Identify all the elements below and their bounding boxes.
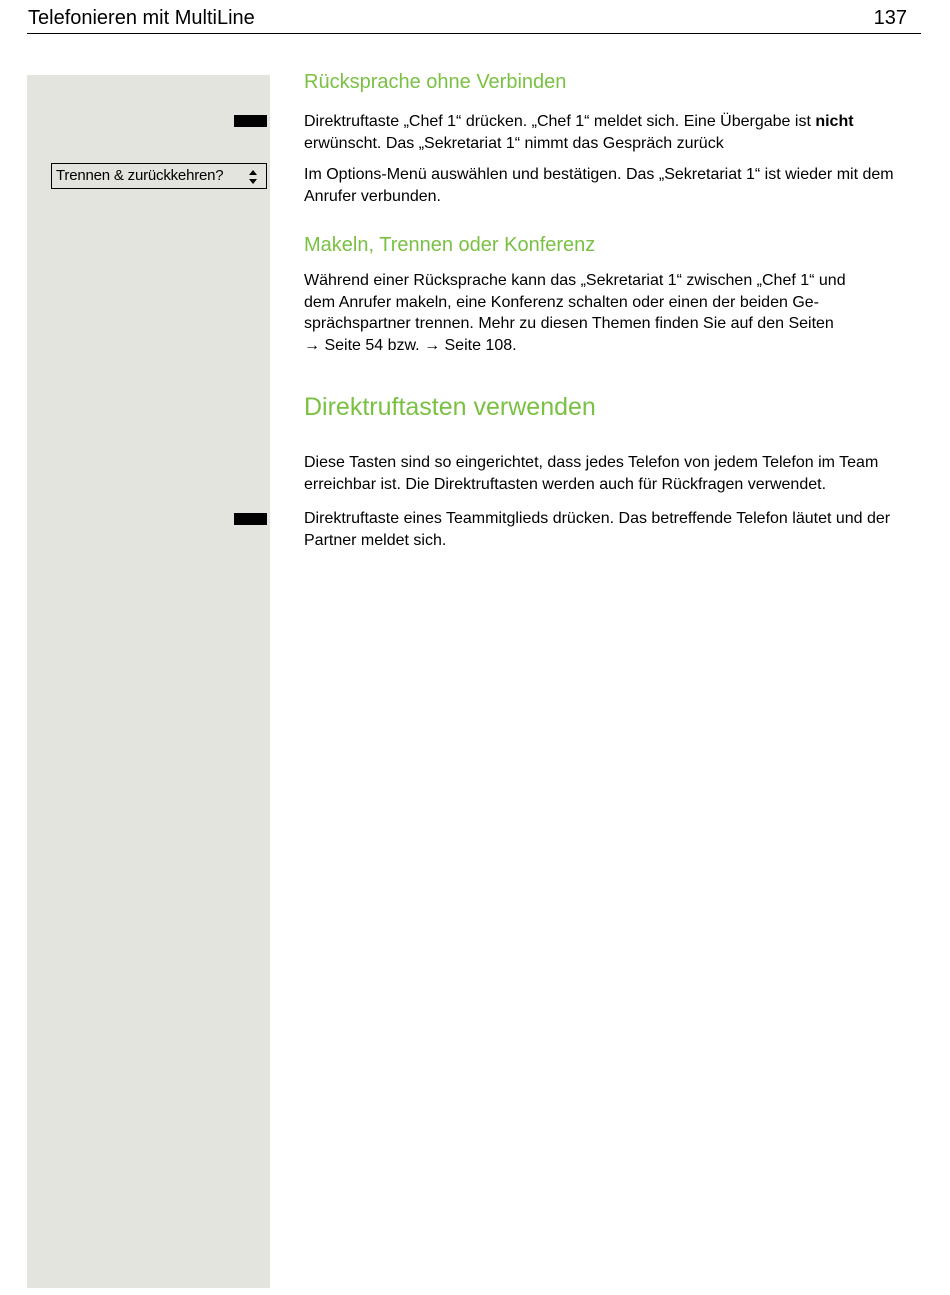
paragraph: [304, 270, 924, 356]
paragraph: Direktruftaste eines Teammitglieds drücken. Das betreffende Telefon läutet und der Partner meldet sich.: [304, 510, 891, 549]
section-heading: Rücksprache ohne Verbinden: [304, 71, 567, 93]
direct-key-icon: [234, 115, 267, 127]
page-reference-links[interactable]: → Seite 54 bzw. → Seite 108.: [304, 336, 517, 354]
chapter-heading: Direktruftasten verwenden: [304, 393, 596, 421]
page-header: [27, 6, 921, 34]
text-line: sprächspartner trennen. Mehr zu diesen Themen finden Sie auf den Seiten: [304, 315, 834, 332]
paragraph: Im Options-Menü auswählen und bestätigen. Das „Sekretariat 1“ ist wieder mit dem Anrufer verbunden.: [304, 166, 894, 205]
text-line: dem Anrufer makeln, eine Konferenz schalten oder einen der beiden Ge-: [304, 293, 819, 311]
options-menu-label: Trennen & zurückkehren?: [56, 167, 224, 184]
section-heading: Makeln, Trennen oder Konferenz: [304, 234, 596, 256]
text-run: erwünscht. Das „Sekretariat 1“ nimmt das Gespräch zurück: [304, 134, 724, 152]
paragraph: Diese Tasten sind so eingerichtet, dass jedes Telefon von jedem Telefon im Team erreichbar ist. Die Direktruftasten werden auch für Rückfragen verwendet.: [304, 454, 879, 493]
bold-text: nicht: [815, 113, 854, 130]
text-run: Direktruftaste „Chef 1“ drücken. „Chef 1“ meldet sich. Eine Übergabe ist: [304, 113, 816, 130]
page-number: 137: [873, 7, 907, 29]
sidebar-column: [27, 75, 270, 1288]
up-down-arrows-icon: [249, 170, 257, 184]
paragraph: [304, 111, 924, 154]
header-title: Telefonieren mit MultiLine: [28, 7, 255, 29]
direct-key-icon: [234, 513, 267, 525]
options-menu-item[interactable]: [51, 163, 267, 189]
text-line: Während einer Rücksprache kann das „Sekretariat 1“ zwischen „Chef 1“ und: [304, 272, 846, 289]
